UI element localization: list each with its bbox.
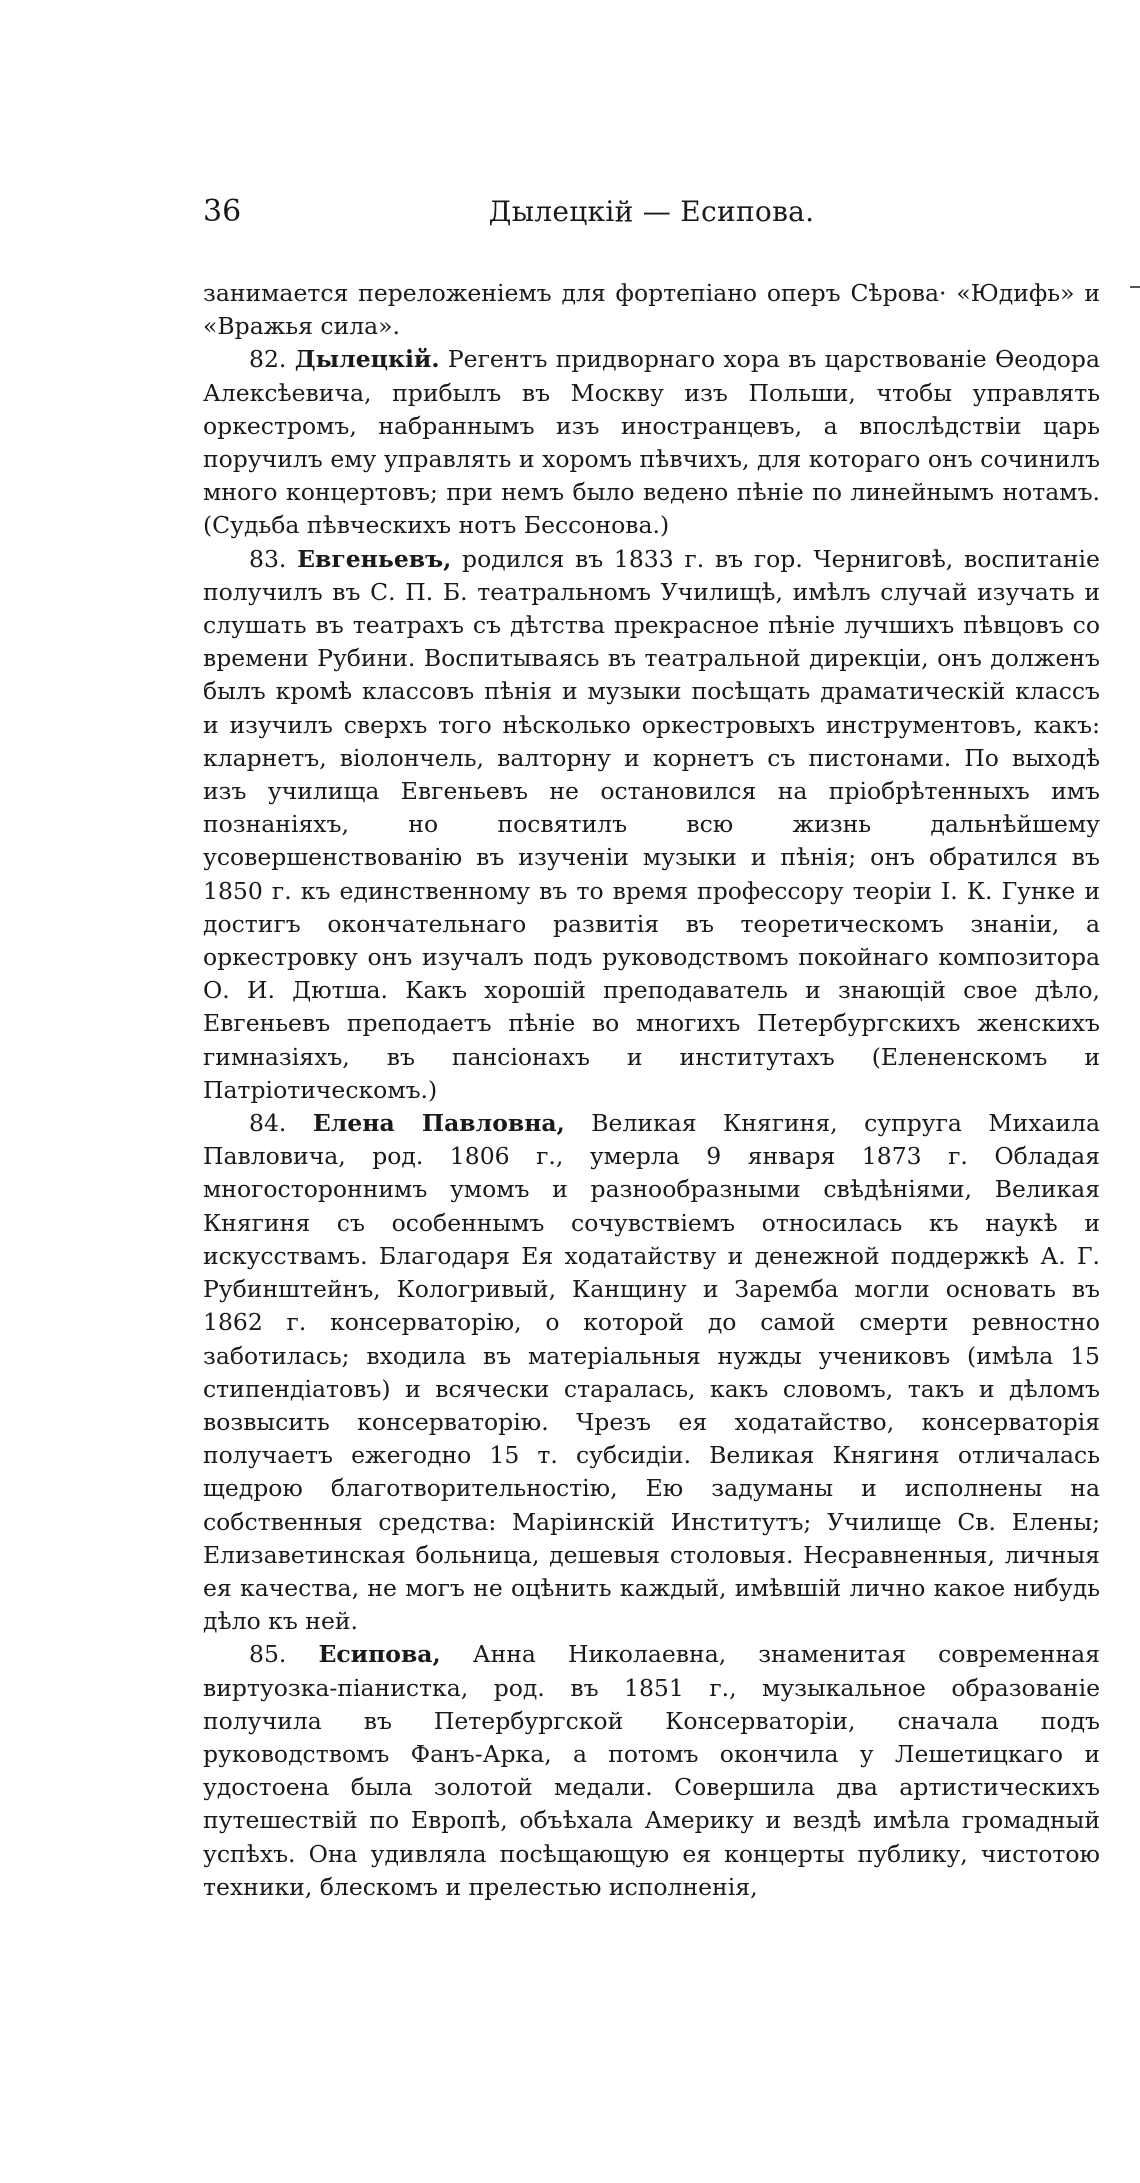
entry-text: Анна Николаевна, знаменитая современная виртуозка-піанистка, род. въ 1851 г., музыкальное образованіе получила въ Петербургской Консерваторіи, сначала подъ руководствомъ Фанъ-Арка, а потомъ окончила у Лешетицкаго и удостоена была золотой медали. Совершила два артистическихъ путешествій по Европѣ, объѣхала Америку и вездѣ имѣла громадный успѣхъ. Она удивляла посѣщающую ея концерты публику, чистотою техники, блескомъ и прелестью исполненія, <box>203 1640 1100 1901</box>
entry-84 <box>203 1107 1100 1638</box>
entry-number: 82. <box>249 345 287 374</box>
continuation-paragraph: занимается переложеніемъ для фортепіано оперъ Сѣрова· «Юдифь» и «Вражья сила». <box>203 279 1100 341</box>
entry-number: 85. <box>249 1640 287 1669</box>
book-page <box>203 190 1100 1904</box>
entry-headword: Елена Павловна, <box>312 1109 565 1138</box>
entry-text: Регентъ придворнаго хора въ царствованіе Ѳеодора Алексѣевича, прибылъ въ Москву изъ Польши, чтобы управлять оркестромъ, набраннымъ изъ иностранцевъ, а впослѣдствіи царь поручилъ ему управлять и хоромъ пѣвчихъ, для котораго онъ сочинилъ много концертовъ; при немъ было ведено пѣніе по линейнымъ нотамъ. (Судьба пѣвческихъ нотъ Бессонова.) <box>203 345 1100 540</box>
entry-number: 83. <box>249 544 287 573</box>
entry-text: Великая Княгиня, супруга Михаила Павловича, род. 1806 г., умерла 9 января 1873 г. Обладая многостороннимъ умомъ и разнообразными свѣдѣніями, Великая Княгиня съ особеннымъ сочувствіемъ относилась къ наукѣ и искусствамъ. Благодаря Ея ходатайству и денежной поддержкѣ А. Г. Рубинштейнъ, Кологривый, Канщину и Заремба могли основать въ 1862 г. консерваторію, о которой до самой смерти ревностно заботилась; входила въ матеріальныя нужды учениковъ (имѣла 15 стипендіатовъ) и всячески старалась, какъ словомъ, такъ и дѣломъ возвысить консерваторію. Чрезъ ея ходатайство, консерваторія получаетъ ежегодно 15 т. субсидіи. Великая Княгиня отличалась щедрою благотворительностію, Ею задуманы и исполнены на собственныя средства: Маріинскій Институтъ; Училище Св. Елены; Елизаветинская больница, дешевыя столовыя. Несравненныя, личныя ея качества, не могъ не оцѣнить каждый, имѣвшій лично какое нибудь дѣло къ ней. <box>203 1109 1100 1636</box>
running-head: Дылецкій — Есипова. <box>488 195 815 228</box>
entry-headword: Дылецкій. <box>294 345 440 374</box>
page-body <box>203 277 1100 1904</box>
entry-text: родился въ 1833 г. въ гор. Черниговѣ, воспитаніе получилъ въ С. П. Б. театральномъ Училищѣ, имѣлъ случай изучать и слушать въ театрахъ съ дѣтства прекрасное пѣніе лучшихъ пѣвцовъ со времени Рубини. Воспитываясь въ театральной дирекціи, онъ долженъ былъ кромѣ классовъ пѣнія и музыки посѣщать драматическій классъ и изучилъ сверхъ того нѣсколько оркестровыхъ инструментовъ, какъ: кларнетъ, віолончель, валторну и корнетъ съ пистонами. По выходѣ изъ училища Евгеньевъ не остановился на пріобрѣтенныхъ имъ познаніяхъ, но посвятилъ всю жизнь дальнѣйшему усовершенствованію въ изученіи музыки и пѣнія; онъ обратился въ 1850 г. къ единственному въ то время профессору теоріи І. К. Гунке и достигъ окончательнаго развитія въ теоретическомъ знаніи, а оркестровку онъ изучалъ подъ руководствомъ покойнаго композитора О. И. Дютша. Какъ хорошій преподаватель и знающій свое дѣло, Евгеньевъ преподаетъ пѣніе во многихъ Петербургскихъ женскихъ гимназіяхъ, въ пансіонахъ и институтахъ (Елененскомъ и Патріотическомъ.) <box>203 544 1100 1104</box>
page-number: 36 <box>203 194 242 229</box>
entry-headword: Есипова, <box>318 1640 441 1669</box>
entry-83 <box>203 543 1100 1107</box>
entry-82 <box>203 343 1100 542</box>
entry-number: 84. <box>249 1109 287 1138</box>
page-header <box>203 190 1100 234</box>
margin-mark <box>1130 286 1140 288</box>
entry-headword: Евгеньевъ, <box>297 544 452 573</box>
entry-85 <box>203 1638 1100 1904</box>
